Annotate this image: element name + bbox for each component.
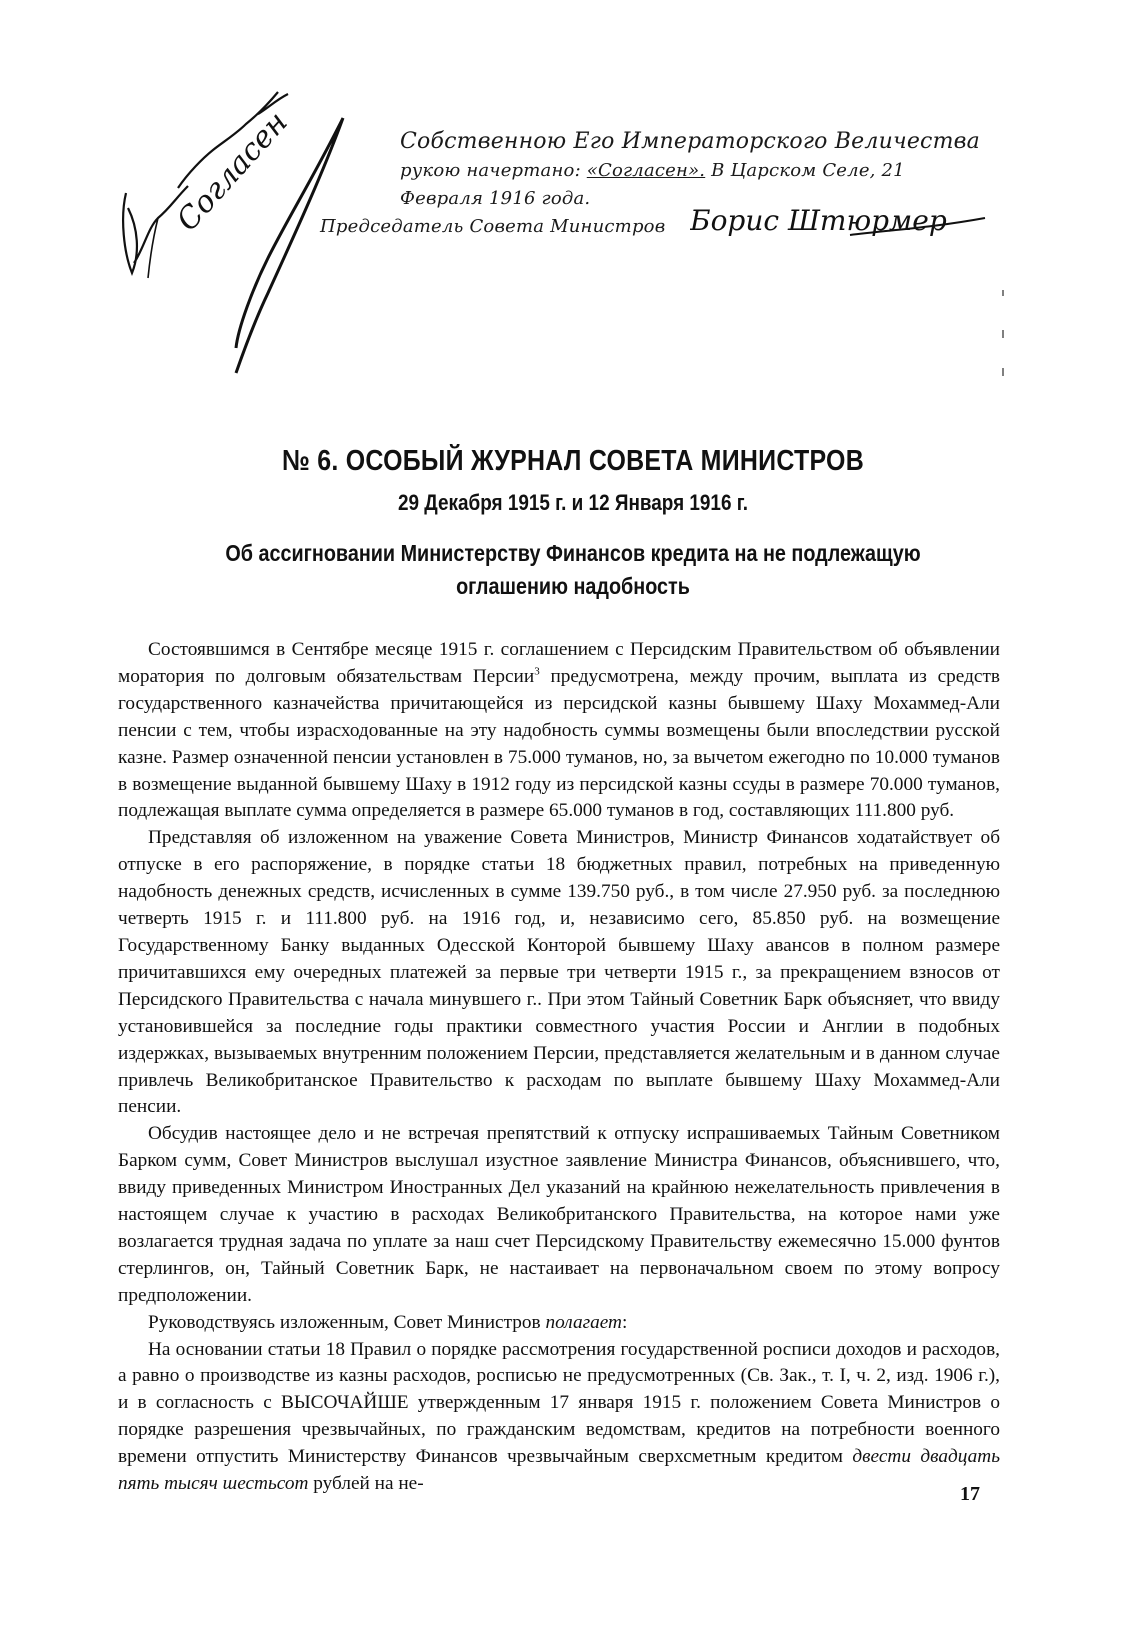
chairman-signature-text: Борис Штюрмер	[690, 204, 947, 237]
paragraph-1	[118, 637, 1000, 825]
paragraph-2: Представляя об изложенном на уважение Совета Министров, Министр Финансов ходатайствует об отпуске в его распоряжение, в порядке статьи 18 бюджетных правил, потребных на приведенную надобность денежных средств, исчисленных в сумме 139.750 руб., в том числе 27.950 руб. за последнюю четверть 1915 г. и 111.800 руб. на 1916 год, и, независимо сего, 85.850 руб. на возмещение Государственному Банку выданных Одесской Конторой бывшему Шаху авансов в полном размере причитавшихся ему очередных платежей за первые три четверти 1915 г., за прекращением взносов от Персидского Правительства с начала минувшего г.. При этом Тайный Советник Барк объясняет, что ввиду установившейся за последние годы практики совместного участия России и Англии в подобных издержках, вызываемых внутренним положением Персии, представляется желательным и в данном случае привлечь Великобританское Правительство к расходам по выплате бывшему Шаху Мохаммед-Али пенсии.	[118, 827, 1000, 1118]
resolution-line-3-text: Февраля 1916 года.	[400, 188, 591, 209]
paragraph-5-part-a: На основании статьи 18 Правил о порядке рассмотрения государственной росписи доходов и расходов, а равно о производстве из казны расходов, росписью не предусмотренных (Св. Зак., т. I, ч. 2, изд. 1906 г.), и в согласность с ВЫСОЧАЙШЕ утвержденным 17 января 1915 г. положением Совета Министров о порядке разрешения чрезвычайных, по гражданским ведомствам, кредитов на потребности военного времени отпустить Министерству Финансов чрезвычайным сверхсметным кредитом	[118, 1338, 1000, 1468]
paragraph-4-part-a: Руководствуясь изложенным, Совет Министров	[148, 1311, 546, 1333]
paragraph-5	[118, 1337, 1000, 1498]
paragraph-4	[118, 1310, 1000, 1337]
footnote-ref-3: 3	[534, 665, 540, 678]
resolution-line-2-prefix: рукою начертано:	[400, 160, 581, 181]
journal-subject	[80, 537, 1066, 603]
resolution-line-2	[400, 157, 1000, 185]
paragraph-4-emphasis: полагает	[545, 1311, 622, 1333]
resolution-line-4-text: Председатель Совета Министров	[320, 216, 666, 237]
margin-signature-text: Согласен	[170, 104, 295, 239]
paragraph-5-part-b: рублей на не-	[308, 1473, 424, 1495]
journal-subject-line-2: оглашению надобность	[456, 573, 690, 599]
paragraph-3: Обсудив настоящее дело и не встречая препятствий к отпуску испрашиваемых Тайным Советником Барком сумм, Совет Министров выслушал изустное заявление Министра Финансов, объяснившего, что, ввиду приведенных Министром Иностранных Дел указаний на крайнюю нежелательность привлечения в настоящем случае к участию в расходах Великобританского Правительства, на которое нами уже возлагается трудная задача по уплате за наш счет Персидскому Правительству ежемесячно 15.000 фунтов стерлингов, он, Тайный Советник Барк, не настаивает на первоначальном своем по этому вопросу предположении.	[118, 1123, 1000, 1306]
paragraph-1-part-b: предусмотрена, между прочим, выплата из средств государственного казначейства причитающейся из персидской казны бывшему Шаху Мохаммед-Али пенсии с тем, чтобы израсходованные на эту надобность суммы возмещены были впоследствии русской казне. Размер означенной пенсии установлен в 75.000 туманов, но, за вычетом ежегодно по 10.000 туманов в возмещение выданной бывшему Шаху в 1912 году из персидской казны ссуды в размере 70.000 туманов, подлежащая выплате сумма определяется в размере 65.000 туманов в год, составляющих 111.800 руб.	[118, 665, 1000, 822]
paragraph-5-emphasis: двести двадцать пять тысяч шестьсот	[118, 1446, 1000, 1495]
journal-title: № 6. ОСОБЫЙ ЖУРНАЛ СОВЕТА МИНИСТРОВ	[282, 445, 864, 477]
journal-dates: 29 Декабря 1915 г. и 12 Января 1916 г.	[398, 490, 748, 515]
resolution-line-2-word: «Согласен».	[586, 160, 706, 181]
scan-edge-marks	[1000, 290, 1006, 380]
paragraph-4-part-b: :	[621, 1311, 628, 1333]
page-number: 17	[960, 1483, 980, 1505]
resolution-line-2-rest: В Царском Селе, 21	[705, 160, 905, 181]
journal-subject-line-1: Об ассигновании Министерству Финансов кредита на не подлежащую	[225, 540, 921, 566]
resolution-line-1-text: Собственною Его Императорского Величества	[400, 129, 980, 154]
resolution-line-1	[400, 128, 1000, 157]
chairman-signature	[690, 190, 990, 250]
paragraph-1-part-a: Состоявшимся в Сентябре месяце 1915 г. соглашением с Персидским Правительством об объявлении моратория по долговым обязательствам Персии	[118, 639, 1000, 687]
body-text	[118, 637, 1000, 1498]
